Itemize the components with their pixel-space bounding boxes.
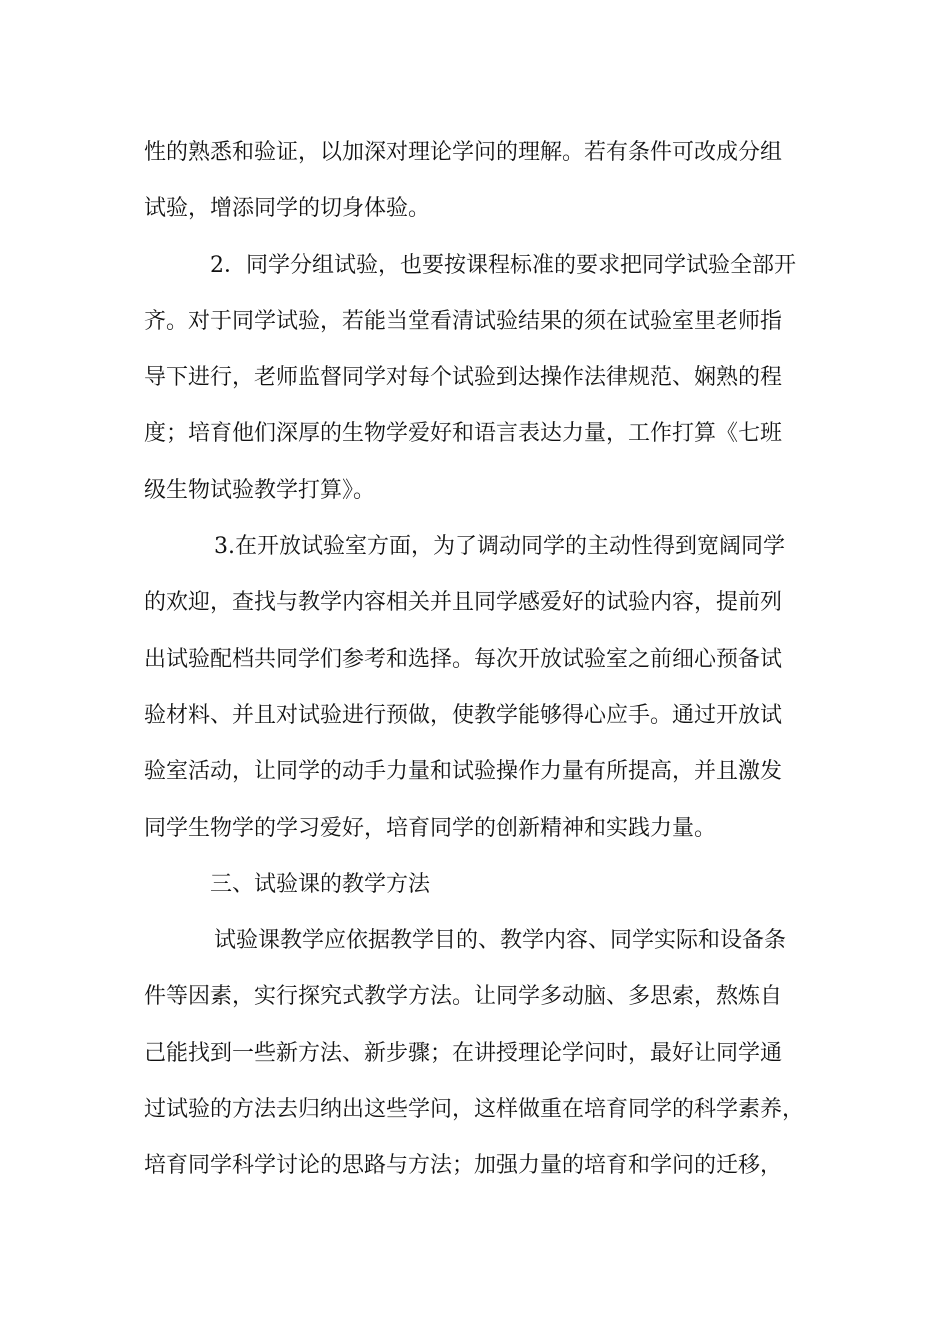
text-line: 2．同学分组试验，也要按课程标准的要求把同学试验全部开 <box>210 252 796 278</box>
text-line: 齐。对于同学试验，若能当堂看清试验结果的须在试验室里老师指 <box>144 308 783 334</box>
text-line: 验材料、并且对试验进行预做，使教学能够得心应手。通过开放试 <box>144 702 783 728</box>
text-line: 件等因素，实行探究式教学方法。让同学多动脑、多思索，熬炼自 <box>144 984 783 1010</box>
text-line: 级生物试验教学打算》。 <box>144 477 376 503</box>
text-line: 试验课教学应依据教学目的、教学内容、同学实际和设备条 <box>214 928 787 954</box>
text-line: 性的熟悉和验证，以加深对理论学问的理解。若有条件可改成分组 <box>144 140 783 165</box>
text-line: 培育同学科学讨论的思路与方法；加强力量的培育和学问的迁移， <box>144 1153 783 1179</box>
text-line: 3.在开放试验室方面，为了调动同学的主动性得到宽阔同学 <box>214 534 785 560</box>
text-line: 出试验配档共同学们参考和选择。每次开放试验室之前细心预备试 <box>144 646 783 672</box>
text-line: 同学生物学的学习爱好，培育同学的创新精神和实践力量。 <box>144 815 717 841</box>
text-line: 试验，增添同学的切身体验。 <box>144 196 431 222</box>
text-line: 的欢迎，查找与教学内容相关并且同学感爱好的试验内容，提前列 <box>144 590 783 616</box>
text-line: 验室活动，让同学的动手力量和试验操作力量有所提高，并且激发 <box>144 759 783 785</box>
text-line: 己能找到一些新方法、新步骤；在讲授理论学问时，最好让同学通 <box>144 1040 783 1066</box>
text-line: 度；培育他们深厚的生物学爱好和语言表达力量，工作打算《七班 <box>144 421 783 447</box>
document-body <box>144 125 824 1195</box>
text-line: 过试验的方法去归纳出这些学问，这样做重在培育同学的科学素养， <box>144 1097 805 1123</box>
section-heading: 三、试验课的教学方法 <box>210 871 431 897</box>
text-line: 导下进行，老师监督同学对每个试验到达操作法律规范、娴熟的程 <box>144 365 783 391</box>
